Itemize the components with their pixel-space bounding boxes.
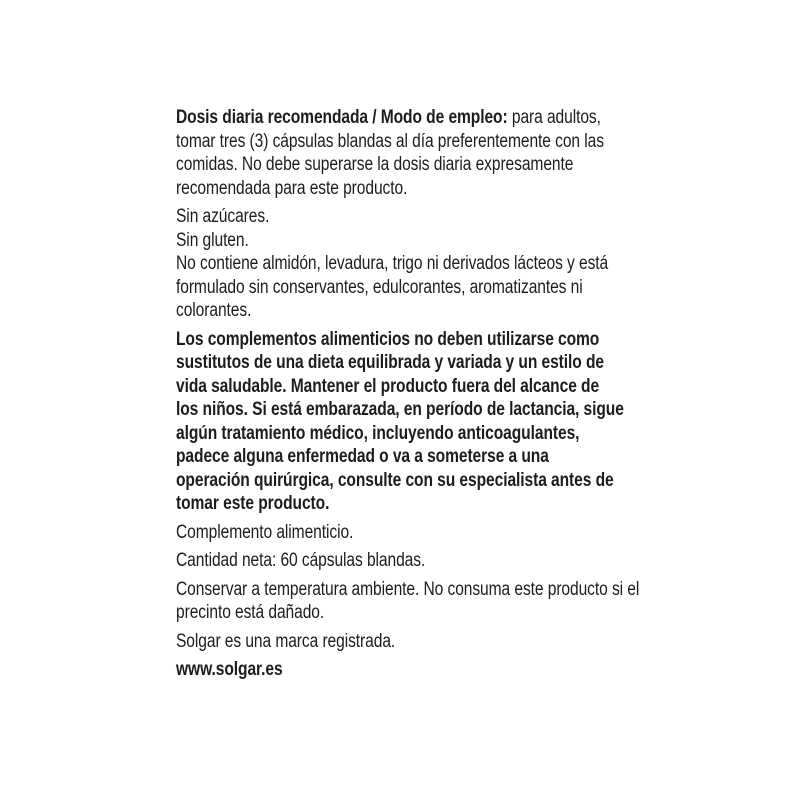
- label-text-block: [176, 106, 640, 687]
- text-line: tomar tres (3) cápsulas blandas al día preferentemente con las: [176, 130, 604, 152]
- paragraph-net-quantity: [176, 549, 637, 573]
- text-line: sustitutos de una dieta equilibrada y variada y un estilo de: [176, 352, 604, 373]
- text-line: operación quirúrgica, consulte con su especialista antes de: [176, 469, 614, 491]
- text-line: Sin azúcares.: [176, 206, 270, 227]
- paragraph-website: [176, 658, 637, 682]
- bold-lead: Dosis diaria recomendada / Modo de empleo:: [176, 107, 508, 128]
- text-line: Complemento alimenticio.: [176, 521, 354, 543]
- text-line: algún tratamiento médico, incluyendo anticoagulantes,: [176, 422, 580, 444]
- text-line: tomar este producto.: [176, 493, 330, 514]
- text-line: padece alguna enfermedad o va a someterse a una: [176, 446, 549, 467]
- text-line: Conservar a temperatura ambiente. No consuma este producto si el: [176, 578, 640, 600]
- text-line: Cantidad neta: 60 cápsulas blandas.: [176, 550, 426, 571]
- text-line: formulado sin conservantes, edulcorantes, aromatizantes ni: [176, 276, 583, 298]
- text-line: recomendada para este producto.: [176, 177, 408, 199]
- text-line: precinto está dañado.: [176, 602, 325, 623]
- paragraph-storage-seal: [176, 578, 640, 625]
- text-line: www.solgar.es: [176, 659, 283, 680]
- paragraph-trademark: [176, 630, 637, 654]
- text-line: colorantes.: [176, 300, 252, 321]
- text-line: Solgar es una marca registrada.: [176, 630, 396, 652]
- text-line: Los complementos alimenticios no deben utilizarse como: [176, 328, 600, 350]
- text-line: No contiene almidón, levadura, trigo ni derivados lácteos y está: [176, 253, 609, 274]
- paragraph-food-supplement: [176, 521, 637, 545]
- text-line: Dosis diaria recomendada / Modo de empleo: para adultos,: [176, 107, 601, 128]
- paragraph-free-from-statements: [176, 205, 637, 323]
- text-line: Sin gluten.: [176, 229, 249, 251]
- text-line: comidas. No debe superarse la dosis diaria expresamente: [176, 154, 574, 175]
- text-line: vida saludable. Mantener el producto fuera del alcance de: [176, 375, 600, 397]
- text-line: los niños. Si está embarazada, en período de lactancia, sigue: [176, 399, 624, 420]
- paragraph-warning-advisory: [176, 328, 637, 516]
- paragraph-dosage-directions: [176, 106, 637, 200]
